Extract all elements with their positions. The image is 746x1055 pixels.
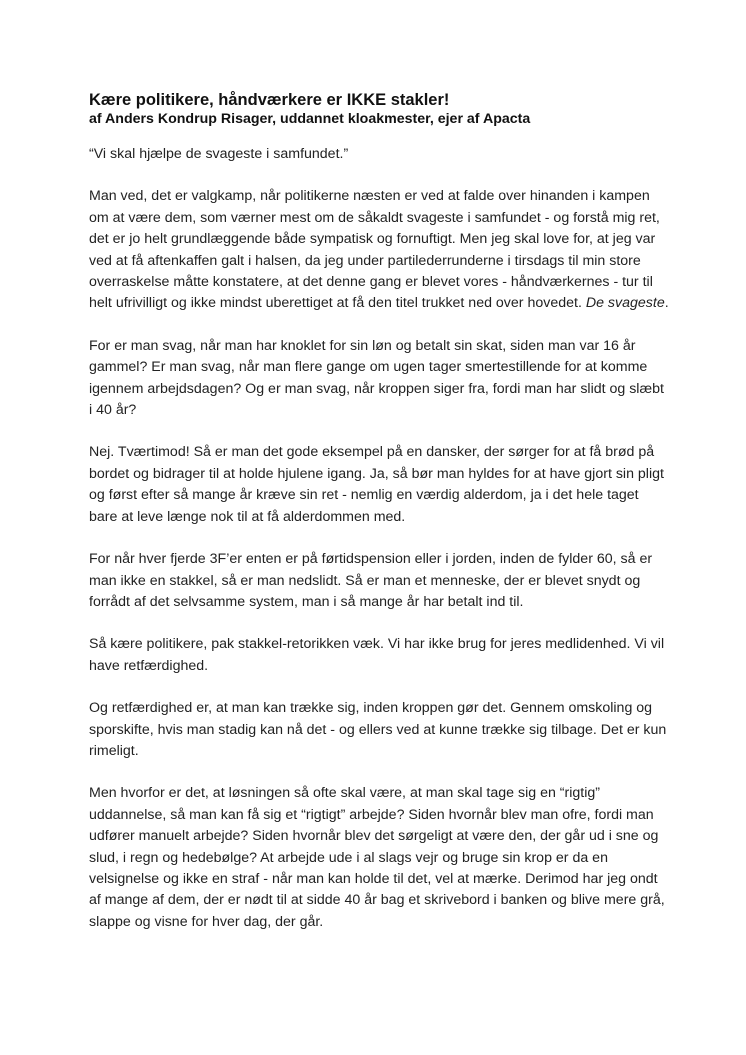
opening-quote: “Vi skal hjælpe de svageste i samfundet.”: [89, 146, 349, 162]
paragraph-6: Og retfærdighed er, at man kan trække sig, inden kroppen gør det. Gennem omskoling og sporskifte, hvis man stadig kan nå det - og ellers ved at kunne trække sig tilbage. Det er kun rimeligt.: [89, 700, 667, 759]
article-title: Kære politikere, håndværkere er IKKE stakler!: [89, 91, 450, 109]
paragraph-4: For når hver fjerde 3F’er enten er på førtidspension eller i jorden, inden de fylder 60, så er man ikke en stakkel, så er man nedslidt. Så er man et menneske, der er blevet snydt og forrådt af det selvsamme system, man i så mange år har betalt ind til.: [89, 551, 653, 610]
paragraph-1-text: Man ved, det er valgkamp, når politikerne næsten er ved at falde over hinanden i kampen om at være dem, som værner mest om de såkaldt svageste i samfundet - og forstå mig ret, det er jo helt grundlæggende både sympatisk og fornuftigt. Men jeg skal love for, at jeg var ved at få aftenkaffen galt i halsen, da jeg under partilederrunderne i tirsdags til min store overraskelse måtte konstatere, at det denne gang er blevet vores - håndværkernes - tur til helt ufrivilligt og ikke mindst uberettiget at få den titel trukket ned over hovedet.: [89, 188, 660, 312]
paragraph-5: Så kære politikere, pak stakkel-retorikken væk. Vi har ikke brug for jeres medlidenhed. Vi vil have retfærdighed.: [89, 636, 665, 674]
paragraph-7: Men hvorfor er det, at løsningen så ofte skal være, at man skal tage sig en “rigtig” uddannelse, så man kan få sig et “rigtigt” arbejde? Siden hvornår blev man ofre, fordi man udfører manuelt arbejde? Siden hvornår blev det sørgeligt at være den, der går ud i sne og slud, i regn og hedebølge? At arbejde ude i al slags vejr og bruge sin krop er da en velsignelse og ikke en straf - når man kan holde til det, vel at mærke. Derimod har jeg ondt af mange af dem, der er nødt til at sidde 40 år bag et skrivebord i banken og blive mere grå, slappe og visne for hver dag, der går.: [89, 785, 665, 930]
article-byline: af Anders Kondrup Risager, uddannet kloakmester, ejer af Apacta: [89, 111, 531, 127]
paragraph-1-end: .: [664, 295, 669, 312]
paragraph-2: For er man svag, når man har knoklet for sin løn og betalt sin skat, siden man var 16 år gammel? Er man svag, når man flere gange om ugen tager smertestillende for at komme igennem arbejdsdagen? Og er man svag, når kroppen siger fra, fordi man har slidt og slæbt i 40 år?: [89, 337, 664, 419]
paragraph-1: [89, 186, 669, 314]
paragraph-1-emphasis: De svageste: [585, 295, 665, 312]
paragraph-3: Nej. Tværtimod! Så er man det gode eksempel på en dansker, der sørger for at få brød på bordet og bidrager til at holde hjulene igang. Ja, så bør man hyldes for at have gjort sin pligt og først efter så mange år kræve sin ret - nemlig en værdig alderdom, ja i det hele taget bare at leve længe nok til at få alderdommen med.: [89, 444, 664, 525]
document-page: [89, 90, 669, 954]
